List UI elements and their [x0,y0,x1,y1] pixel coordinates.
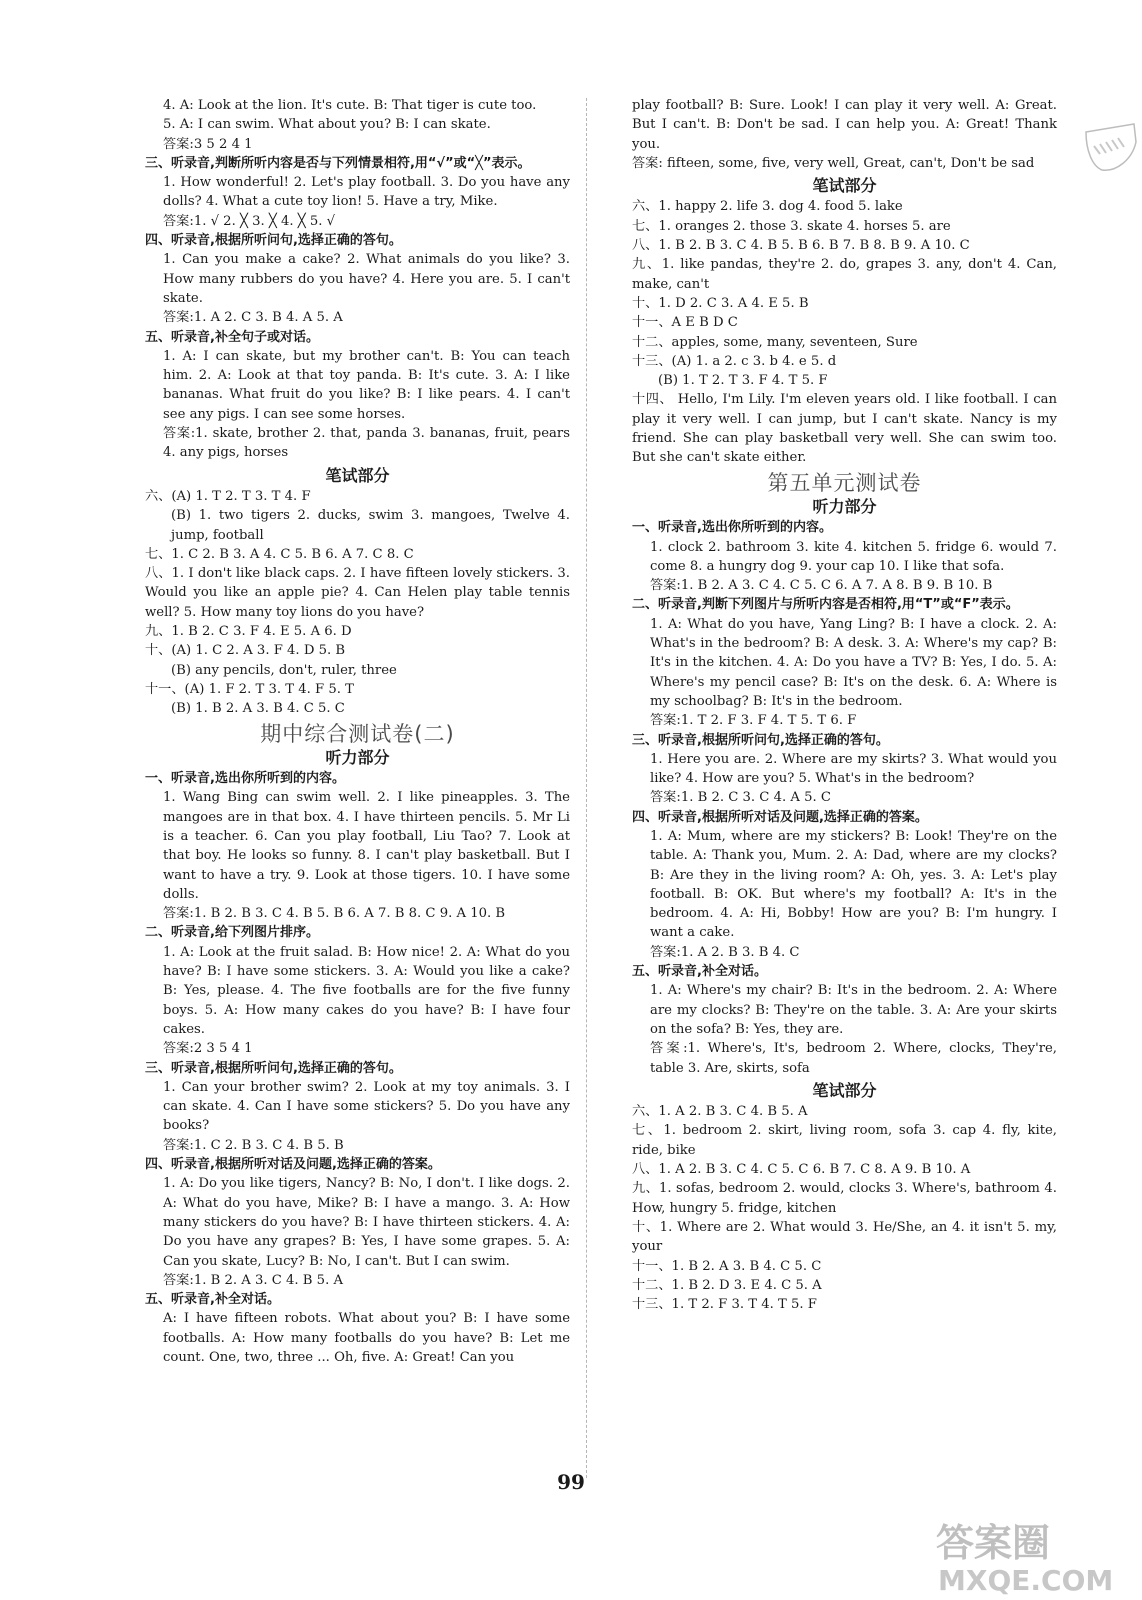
watermark-url: MXQE.COM [938,1564,1114,1597]
answer-line: 答案:1. √ 2. ╳ 3. ╳ 4. ╳ 5. √ [163,213,336,229]
answer-line: 1. Wang Bing can swim well. 2. I like pineapples. 3. The mangoes are in that box. 4. I have thirteen pencils. 5. Mr Li is a teacher. 6. Can you play football, Liu Tao? 7. Look at that boy. He looks so funny. 8. I can't play basketball. But I want to have a try. 9. Look at those tigers. 10. I have some dolls. [163,790,570,902]
page-number: 99 [557,1470,585,1494]
question-heading: 三、听录音,根据所听问句,选择正确的答句。 [632,732,889,748]
answer-line: (B) 1. T 2. T 3. F 4. T 5. F [658,373,828,389]
question-heading: 四、听录音,根据所听问句,选择正确的答句。 [145,233,402,249]
left-column [145,96,570,1367]
answer-line: 七、1. C 2. B 3. A 4. C 5. B 6. A 7. C 8. C [145,546,414,562]
answer-line: 1. A: Mum, where are my stickers? B: Look! They're on the table. A: Thank you, Mum. 2. A: Dad, where are my clocks? B: Are they in the living room? A: Oh, yes. 3. A: Let's play football. B: OK. But where's my football? A: It's in the bedroom. 4. A: Hi, Bobby! How are you? B: I'm hungry. I want a cake. [650,828,1057,941]
answer-line: 十、1. Where are 2. What would 3. He/She, an 4. it isn't 5. my, your [632,1219,1057,1255]
right-column [632,96,1057,1314]
answer-line: 1. A: What do you have, Yang Ling? B: I have a clock. 2. A: What's in the bedroom? B: A desk. 3. A: Where's my cap? B: It's in the kitchen. 4. A: Do you have a TV? B: Yes, I do. 5. A: Where's my pencil case? B: It's on the desk. 6. A: Where is my schoolbag? B: It's in the bedroom. [650,616,1057,709]
answer-line: 1. A: I can skate, but my brother can't. B: You can teach him. 2. A: Look at that toy panda. B: It's cute. 3. A: I like bananas. What fruit do you like? B: I like pears. 4. I can't see any pigs. I can see some horses. [163,348,570,422]
answer-line: 1. Can your brother swim? 2. Look at my toy animals. 3. I can skate. 4. Can I have some stickers? 5. Do you have any books? [163,1079,570,1134]
answer-line: 4. A: Look at the lion. It's cute. B: That tiger is cute too. [163,98,537,113]
column-divider [586,98,587,1478]
question-heading: 二、听录音,判断下列图片与所听内容是否相符,用“T”或“F”表示。 [632,597,1019,613]
answer-line: 答案:1. Where's, It's, bedroom 2. Where, clocks, They're, table 3. Are, skirts, sofa [650,1041,1057,1076]
answer-line: 答案:1. B 2. A 3. C 4. B 5. A [163,1272,343,1288]
test-title: 第五单元测试卷 [767,470,922,495]
answer-line: 十三、1. T 2. F 3. T 4. T 5. F [632,1297,817,1313]
question-heading: 五、听录音,补全句子或对话。 [145,329,319,345]
answer-line: 答案:1. B 2. A 3. C 4. C 5. C 6. A 7. A 8. B 9. B 10. B [650,578,993,594]
question-heading: 一、听录音,选出你所听到的内容。 [632,520,832,536]
answer-line: 八、1. A 2. B 3. C 4. C 5. C 6. B 7. C 8. A 9. B 10. A [632,1162,971,1178]
answer-line: 答案:1. C 2. B 3. C 4. B 5. B [163,1137,344,1153]
answer-line: A: I have fifteen robots. What about you? B: I have some footballs. A: How many footballs do you have? B: Let me count. One, two, three ... Oh, five. A: Great! Can you [163,1311,570,1365]
answer-line: 八、1. B 2. B 3. C 4. B 5. B 6. B 7. B 8. B 9. A 10. C [632,238,970,254]
answer-line: 十一、A E B D C [632,315,738,331]
answer-line: 1. A: Look at the fruit salad. B: How nice! 2. A: What do you have? B: I have some stickers. 3. A: Would you like a cake? B: Yes, please. 4. The five footballs are for the five funny boys. 5. A: How many cakes do you have? B: I have four cakes. [163,944,570,1037]
answer-line: 七、1. bedroom 2. skirt, living room, sofa 3. cap 4. fly, kite, ride, bike [632,1123,1057,1158]
section-heading: 笔试部分 [812,176,877,196]
answer-line: 六、1. A 2. B 3. C 4. B 5. A [632,1104,808,1120]
answer-line: 答案:2 3 5 4 1 [163,1041,253,1057]
answer-line: 答案:1. skate, brother 2. that, panda 3. bananas, fruit, pears 4. any pigs, horses [163,426,570,461]
answer-line: 1. A: Where's my chair? B: It's in the bedroom. 2. A: Where are my clocks? B: They're on the table. 3. A: Are your skirts on the sofa? B: Yes, they are. [650,983,1057,1037]
answer-line: 1. A: Do you like tigers, Nancy? B: No, I don't. I like dogs. 2. A: What do you have, Mike? B: I have a mango. 3. A: How many stickers do you have? B: I have thirteen stickers. 4. A: Do you have any grapes? B: Yes, I have some grapes. 5. A: Can you skate, Lucy? B: No, I can't. But I can swim. [163,1176,570,1269]
answer-line: 七、1. oranges 2. those 3. skate 4. horses 5. are [632,218,951,234]
watermark-text: 答案圈 [936,1521,1051,1565]
answer-line: 1. clock 2. bathroom 3. kite 4. kitchen 5. fridge 6. would 7. come 8. a hungry dog 9. your cap 10. I like that sofa. [650,539,1057,574]
answer-line: 八、1. I don't like black caps. 2. I have fifteen lovely stickers. 3. Would you like an apple pie? 4. Can Helen play table tennis well? 5. How many toy lions do you have? [145,566,570,620]
answer-line: 答案:1. A 2. C 3. B 4. A 5. A [163,310,343,326]
question-heading: 一、听录音,选出你所听到的内容。 [145,771,345,787]
question-heading: 四、听录音,根据所听对话及问题,选择正确的答案。 [145,1157,441,1173]
answer-line: 十、(A) 1. C 2. A 3. F 4. D 5. B [145,643,346,659]
answer-line: 答案:1. B 2. B 3. C 4. B 5. B 6. A 7. B 8. C 9. A 10. B [163,906,506,922]
answer-line: 十三、(A) 1. a 2. c 3. b 4. e 5. d [632,353,837,369]
answer-line: 十二、apples, some, many, seventeen, Sure [632,334,918,350]
answer-line: (B) 1. B 2. A 3. B 4. C 5. C [171,701,345,717]
question-heading: 三、听录音,根据所听问句,选择正确的答句。 [145,1060,402,1076]
answer-line: 1. Here you are. 2. Where are my skirts? 3. What would you like? 4. How are you? 5. What's in the bedroom? [650,751,1057,787]
question-heading: 三、听录音,判断所听内容是否与下列情景相符,用“√”或“╳”表示。 [145,155,531,171]
answer-line: 九、1. like pandas, they're 2. do, grapes 3. any, don't 4. Can, make, can't [632,257,1057,292]
answer-line: 答案:1. A 2. B 3. B 4. C [650,944,800,960]
section-heading: 笔试部分 [812,1080,877,1100]
answer-line: 九、1. sofas, bedroom 2. would, clocks 3. Where's, bathroom 4. How, hungry 5. fridge, kitchen [632,1181,1057,1216]
answer-line: play football? B: Sure. Look! I can play it very well. A: Great. But I can't. B: Don't be sad. I can help you. A: Great! Thank you. [632,98,1057,152]
answer-line: 5. A: I can swim. What about you? B: I can skate. [163,117,491,133]
section-heading: 听力部分 [812,496,877,516]
badge-icon [1082,120,1138,176]
answer-line: 答案: fifteen, some, five, very well, Great, can't, Don't be sad [632,155,1035,171]
answer-line: (B) any pencils, don't, ruler, three [171,662,397,678]
answer-line: 答案:1. B 2. C 3. C 4. A 5. C [650,790,831,806]
answer-line: 答案:3 5 2 4 1 [163,136,253,152]
question-heading: 四、听录音,根据所听对话及问题,选择正确的答案。 [632,809,928,825]
answer-line: (B) 1. two tigers 2. ducks, swim 3. mangoes, Twelve 4. jump, football [171,508,570,543]
answer-line: 十一、(A) 1. F 2. T 3. T 4. F 5. T [145,681,354,697]
answer-line: 九、1. B 2. C 3. F 4. E 5. A 6. D [145,624,352,640]
question-heading: 五、听录音,补全对话。 [632,964,767,980]
test-title: 期中综合测试卷(二) [260,721,455,746]
answer-line: 1. Can you make a cake? 2. What animals do you like? 3. How many rubbers do you have? 4. Here you are. 5. I can't skate. [163,252,570,306]
section-heading: 听力部分 [325,747,390,767]
answer-line: 六、(A) 1. T 2. T 3. T 4. F [145,488,311,504]
section-heading: 笔试部分 [325,465,390,485]
question-heading: 二、听录音,给下列图片排序。 [145,925,319,941]
answer-line: 十一、1. B 2. A 3. B 4. C 5. C [632,1258,822,1274]
answer-line: 十二、1. B 2. D 3. E 4. C 5. A [632,1277,822,1293]
answer-line: 答案:1. T 2. F 3. F 4. T 5. T 6. F [650,713,857,729]
answer-line: 1. How wonderful! 2. Let's play football. 3. Do you have any dolls? 4. What a cute toy lion! 5. Have a try, Mike. [163,175,570,210]
watermark-logo [930,1512,1135,1598]
answer-line: 十四、 Hello, I'm Lily. I'm eleven years old. I like football. I can play it very well. I can jump, but I can't skate. Nancy is my friend. She can play basketball very well. She can swim too. But she can't skate either. [632,392,1057,466]
answer-line: 六、1. happy 2. life 3. dog 4. food 5. lake [632,199,903,215]
question-heading: 五、听录音,补全对话。 [145,1292,280,1308]
answer-line: 十、1. D 2. C 3. A 4. E 5. B [632,295,809,311]
